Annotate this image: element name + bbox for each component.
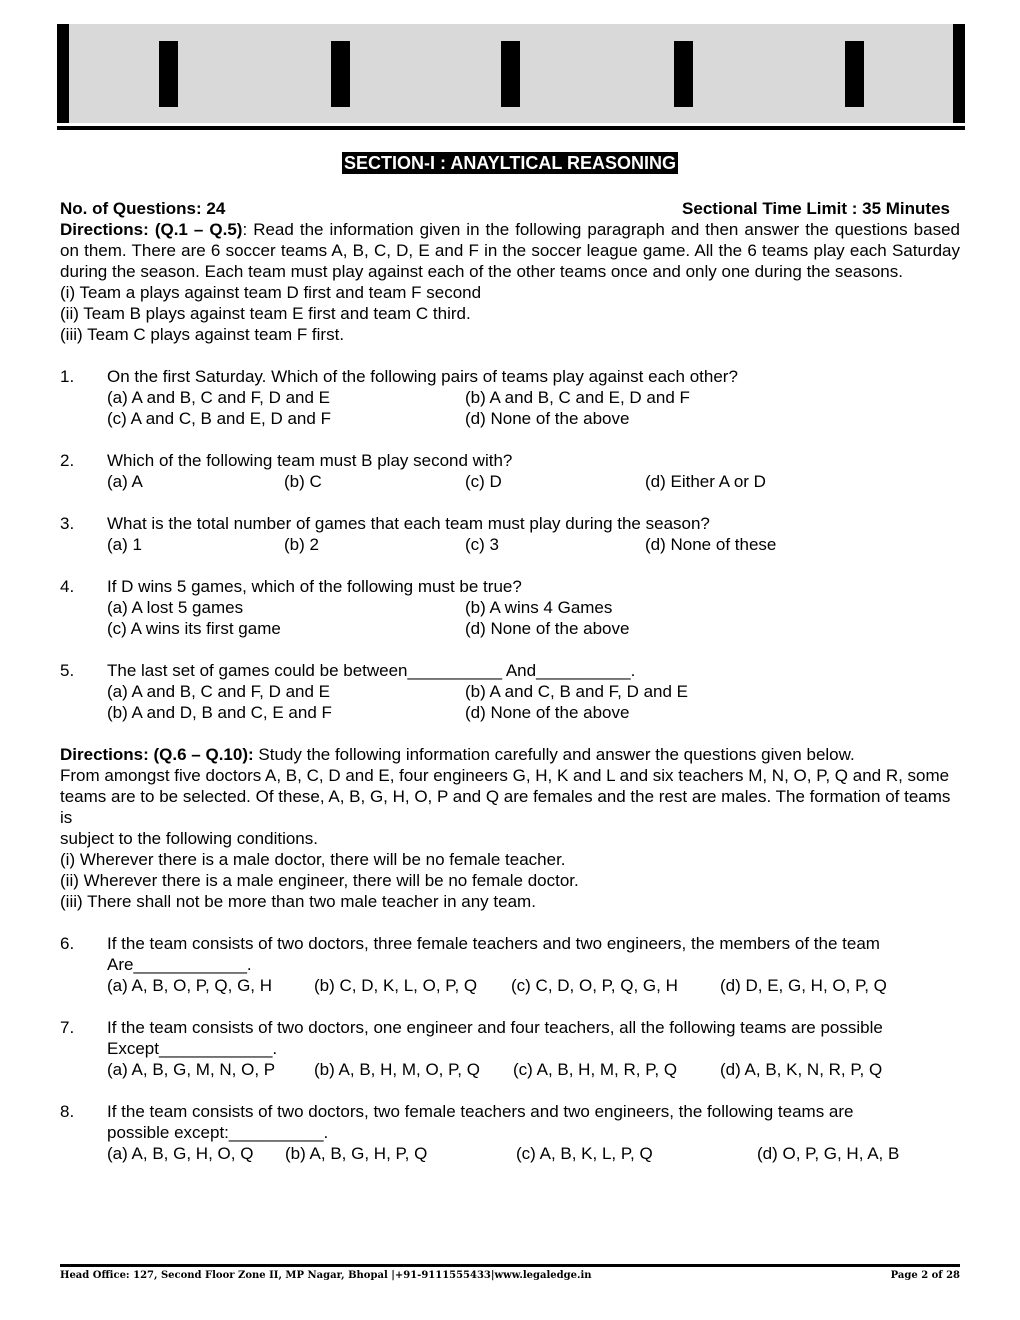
options-row	[107, 471, 960, 492]
question-text: If D wins 5 games, which of the following must be true?	[107, 577, 522, 596]
answer-option: (b) C	[284, 472, 322, 491]
options-row	[107, 1143, 960, 1164]
options-row	[107, 534, 960, 555]
question-number: 4.	[60, 577, 75, 596]
question-text: Are____________.	[107, 955, 252, 974]
footer-address: Head Office: 127, Second Floor Zone II, MP Nagar, Bhopal |+91-9111555433|www.legaledge.in	[60, 1270, 592, 1281]
condition: (i) Team a plays against team D first and team F second	[60, 283, 482, 302]
question-number: 8.	[60, 1102, 75, 1121]
question-text: If the team consists of two doctors, three female teachers and two engineers, the members of the team	[107, 934, 880, 953]
question-4	[60, 576, 960, 639]
directions-1	[60, 219, 960, 282]
answer-option: (d) None of the above	[465, 619, 630, 638]
question-8	[60, 1101, 960, 1164]
banner-edge	[57, 24, 69, 123]
answer-option: (b) A, B, G, H, P, Q	[285, 1144, 428, 1163]
question-3	[60, 513, 960, 555]
banner-bar	[674, 41, 693, 107]
condition: (iii) Team C plays against team F first.	[60, 325, 345, 344]
question-text: Except____________.	[107, 1039, 278, 1058]
spacer	[60, 492, 960, 513]
spacer	[60, 996, 960, 1017]
directions-label: Directions: (Q.1 – Q.5)	[60, 220, 243, 239]
answer-option: (b) A and D, B and C, E and F	[107, 703, 332, 722]
answer-option: (d) D, E, G, H, O, P, Q	[720, 976, 887, 995]
question-number: 3.	[60, 514, 75, 533]
answer-option: (d) None of the above	[465, 703, 630, 722]
options-row	[107, 618, 960, 639]
question-1	[60, 366, 960, 429]
answer-option: (c) A wins its first game	[107, 619, 281, 638]
answer-option: (c) D	[465, 472, 502, 491]
spacer	[60, 639, 960, 660]
question-number: 2.	[60, 451, 75, 470]
question-number: 7.	[60, 1018, 75, 1037]
options-row	[107, 702, 960, 723]
question-line	[60, 450, 960, 471]
banner-bar	[331, 41, 350, 107]
question-line	[60, 1017, 960, 1038]
banner-bar	[501, 41, 520, 107]
answer-option: (c) A, B, H, M, R, P, Q	[513, 1060, 678, 1079]
answer-option: (a) A lost 5 games	[107, 598, 244, 617]
document-body	[60, 198, 960, 1164]
answer-option: (a) A and B, C and F, D and E	[107, 388, 331, 407]
options-row	[107, 1059, 960, 1080]
question-number: 5.	[60, 661, 75, 680]
directions-text: subject to the following conditions.	[60, 829, 318, 848]
condition: (i) Wherever there is a male doctor, there will be no female teacher.	[60, 850, 566, 869]
answer-option: (b) A wins 4 Games	[465, 598, 613, 617]
page-number: Page 2 of 28	[890, 1270, 960, 1281]
answer-option: (a) A and B, C and F, D and E	[107, 682, 331, 701]
question-text: possible except:__________.	[107, 1123, 329, 1142]
footer	[60, 1270, 960, 1281]
condition: (ii) Team B plays against team E first and team C third.	[60, 304, 471, 323]
spacer	[60, 345, 960, 366]
spacer	[60, 1080, 960, 1101]
answer-option: (c) A, B, K, L, P, Q	[516, 1144, 653, 1163]
directions-text: : Read the information given in the following paragraph and then answer the questions based on them. There are 6 soccer teams A, B, C, D, E and F in the soccer league game. All the 6 teams play each Saturday during the season. Each team must play against each of the other teams once and only one during the seasons.	[60, 220, 960, 281]
question-text: If the team consists of two doctors, one engineer and four teachers, all the following teams are possible	[107, 1018, 883, 1037]
question-text: If the team consists of two doctors, two female teachers and two engineers, the following teams are	[107, 1102, 854, 1121]
answer-option: (a) A, B, O, P, Q, G, H	[107, 976, 273, 995]
question-5	[60, 660, 960, 723]
time-limit: Sectional Time Limit : 35 Minutes	[682, 199, 950, 218]
section-title	[0, 153, 1020, 174]
options-row	[107, 387, 960, 408]
question-line	[60, 933, 960, 954]
section-title-text: SECTION-I : ANAYLTICAL REASONING	[343, 153, 676, 173]
header-banner	[57, 24, 965, 123]
question-text: On the first Saturday. Which of the following pairs of teams play against each other?	[107, 367, 738, 386]
banner-bar	[159, 41, 178, 107]
directions-label: Directions: (Q.6 – Q.10):	[60, 745, 254, 764]
condition: (ii) Wherever there is a male engineer, there will be no female doctor.	[60, 871, 579, 890]
question-text: What is the total number of games that each team must play during the season?	[107, 514, 710, 533]
answer-option: (a) A	[107, 472, 143, 491]
options-row	[107, 408, 960, 429]
directions-2	[60, 744, 960, 765]
answer-option: (b) A, B, H, M, O, P, Q	[314, 1060, 480, 1079]
answer-option: (b) 2	[284, 535, 319, 554]
question-count: No. of Questions: 24	[60, 199, 226, 218]
question-number: 1.	[60, 367, 75, 386]
question-text: Which of the following team must B play second with?	[107, 451, 513, 470]
options-row	[107, 681, 960, 702]
header-rule	[57, 126, 965, 130]
question-line	[60, 1101, 960, 1122]
answer-option: (d) None of the above	[465, 409, 630, 428]
question-line	[60, 513, 960, 534]
answer-option: (b) A and C, B and F, D and E	[465, 682, 689, 701]
answer-option: (a) 1	[107, 535, 142, 554]
question-text: The last set of games could be between__________ And__________.	[107, 661, 636, 680]
question-6	[60, 933, 960, 996]
question-line	[60, 660, 960, 681]
spacer	[60, 555, 960, 576]
spacer	[60, 912, 960, 933]
condition: (iii) There shall not be more than two male teacher in any team.	[60, 892, 536, 911]
answer-option: (a) A, B, G, M, N, O, P	[107, 1060, 276, 1079]
directions-text: teams are to be selected. Of these, A, B, G, H, O, P and Q are females and the rest are males. The formation of teams is	[60, 787, 951, 827]
answer-option: (b) C, D, K, L, O, P, Q	[314, 976, 478, 995]
question-line	[60, 366, 960, 387]
answer-option: (d) A, B, K, N, R, P, Q	[720, 1060, 883, 1079]
directions-text: Study the following information carefully and answer the questions given below.	[253, 745, 855, 764]
answer-option: (c) 3	[465, 535, 499, 554]
answer-option: (d) O, P, G, H, A, B	[757, 1144, 900, 1163]
answer-option: (d) None of these	[645, 535, 777, 554]
options-row	[107, 597, 960, 618]
directions-text: From amongst five doctors A, B, C, D and E, four engineers G, H, K and L and six teachers M, N, O, P, Q and R, some	[60, 766, 950, 785]
answer-option: (d) Either A or D	[645, 472, 766, 491]
question-2	[60, 450, 960, 492]
question-line	[60, 576, 960, 597]
options-row	[107, 975, 960, 996]
section-meta	[60, 198, 960, 219]
footer-rule	[60, 1264, 960, 1267]
spacer	[60, 429, 960, 450]
banner-bar	[845, 41, 864, 107]
answer-option: (a) A, B, G, H, O, Q	[107, 1144, 254, 1163]
question-7	[60, 1017, 960, 1080]
answer-option: (c) C, D, O, P, Q, G, H	[511, 976, 678, 995]
answer-option: (c) A and C, B and E, D and F	[107, 409, 331, 428]
question-number: 6.	[60, 934, 75, 953]
banner-edge	[953, 24, 965, 123]
answer-option: (b) A and B, C and E, D and F	[465, 388, 690, 407]
